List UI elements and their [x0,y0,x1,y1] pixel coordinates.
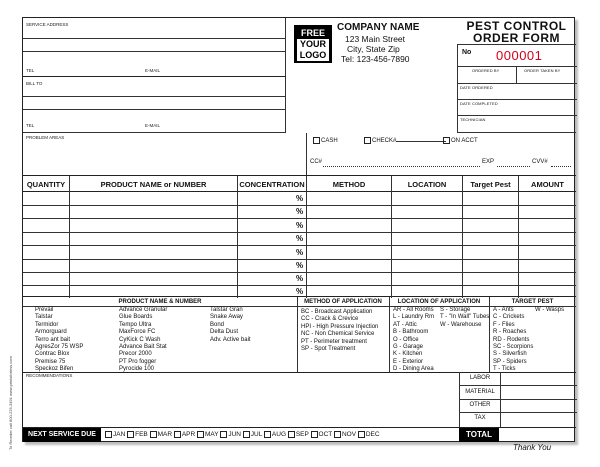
month-sep[interactable]: SEP [288,431,309,438]
legend-list-item: SC - Scorpions [493,344,534,351]
legend-list-item: L - Laundry Rm [393,314,435,321]
legend-list-item: Premise 75 [35,358,66,365]
legend-list-item: G - Garage [393,344,424,351]
company-address2: City, State Zip [347,44,400,54]
legend-list-item: S - Silverfish [493,351,527,358]
col-concentration-header: CONCENTRATION [239,180,305,189]
product-legend-header: PRODUCT NAME & NUMBER [118,299,202,305]
month-jul[interactable]: JUL [243,431,262,438]
legend-list-item: Advance Bait Stat [119,344,167,351]
check-checkbox[interactable] [364,137,371,144]
pests-col2 [535,307,564,314]
other-label: OTHER [469,402,491,408]
cc-label: CC# [310,159,323,165]
thank-you-text: Thank You [513,443,552,452]
legend-list-item: E - Exterior [393,358,424,365]
pest-control-order-form [22,17,575,442]
company-phone: Tel: 123-456-7890 [341,54,410,64]
next-service-label: NEXT SERVICE DUE [23,428,101,442]
month-feb[interactable]: FEB [127,431,148,438]
products-col1 [35,307,83,374]
tax-label: TAX [474,415,486,421]
line-items-table [23,175,576,297]
months-row [105,431,380,438]
legend-list-item: PT - Perimeter treatment [301,338,367,345]
legend-list-item: A - Ants [493,307,514,313]
total-amount-field[interactable] [500,428,576,442]
col-target-pest-header: Target Pest [470,180,511,189]
month-nov[interactable]: NOV [334,431,356,438]
on-acct-checkbox[interactable] [443,137,450,144]
legend-list-item: S - Storage [440,307,471,313]
form-title-line2: ORDER FORM [473,31,560,45]
next-service-bar [23,427,576,442]
company-name: COMPANY NAME [337,22,420,33]
col-quantity-header: QUANTITY [26,180,66,189]
legend-list-item: CyKick C Wash [119,336,161,343]
legend-list-item: PT Pro fogger [119,358,157,365]
total-label: TOTAL [459,428,499,442]
totals-amount-fields[interactable] [501,373,577,427]
pct-symbol-row6: % [296,261,304,270]
service-tel-label: TEL [26,68,35,73]
col-location-header: LOCATION [407,180,447,189]
pests-col1 [493,307,533,374]
pct-symbol-row8: % [296,287,304,296]
legend-list-item: Speckoz Bifen [35,366,74,373]
products-col2 [119,307,167,374]
legend-list-item: T - Ticks [493,366,516,373]
recommendations-label: RECOMMENDATIONS [26,373,73,378]
legend-list-item: RD - Rodents [493,336,530,343]
pct-symbol-row2: % [296,207,304,216]
legend-list-item: K - Kitchen [393,351,423,358]
legend-list-item: Prevail [35,307,54,313]
legend-list-item: AgresZor 75 WSP [35,344,84,351]
legend-list-item: BC - Broadcast Application [301,309,373,315]
order-info-block [457,66,576,133]
products-col3 [210,307,251,344]
legend-list-item: HPI - High Pressure Injection [301,323,379,330]
legend-list-item: Adv. Active bait [210,336,251,343]
pct-symbol-row1: % [296,194,304,203]
legend-list-item: C - Crickets [493,314,525,321]
legend-list-item: Armorguard [35,329,67,336]
locations-col1 [393,307,434,374]
legend-list-item: B - Bathroom [393,329,429,336]
legend-list-item: Tempo Ultra [119,321,152,328]
bill-email-label: E-MAIL [145,123,161,128]
legend-list-item: AR - All Rooms [393,307,434,313]
legend-list-item: Snake Away [210,314,243,321]
form-number-label: No [462,49,472,56]
company-address1: 123 Main Street [345,34,406,44]
logo-line-free: FREE [297,28,329,39]
labor-label: LABOR [469,375,491,381]
legend-list-item: R - Roaches [493,329,527,336]
bill-to-field[interactable] [23,78,286,123]
pct-symbol-row4: % [296,234,304,243]
month-apr[interactable]: APR [174,431,195,438]
bill-tel-label: TEL [26,123,35,128]
pest-legend-header: TARGET PEST [511,299,554,305]
locations-col2 [440,307,489,329]
methods-list [301,309,378,353]
month-dec[interactable]: DEC [358,431,380,438]
legend-list-item: W - Wasps [535,307,565,313]
method-legend-header: METHOD OF APPLICATION [304,299,382,305]
legend-list-item: O - Office [393,336,419,343]
legend-list-item: Precor 2000 [119,351,152,358]
logo-placeholder [294,25,332,63]
payment-on-acct-option[interactable]: ON ACCT [443,137,478,144]
col-product-header: PRODUCT NAME or NUMBER [100,180,207,189]
legend-list-item: Delta Dust [210,329,239,336]
totals-block [459,372,576,427]
problem-areas-field[interactable] [23,133,306,176]
exp-label: EXP [482,159,495,165]
recommendations-field[interactable] [23,378,459,427]
problem-areas-label: PROBLEM AREAS [26,135,65,140]
legend-block [23,297,576,372]
line-item-rows[interactable] [23,192,576,298]
legend-list-item: Glue Boards [119,314,153,321]
legend-list-item: Termidor [35,321,59,328]
month-aug[interactable]: AUG [264,431,286,438]
logo-line-your: YOUR [297,39,329,50]
bill-to-label: BILL TO [26,81,43,86]
legend-list-item: Talstar Gran [210,307,243,313]
month-may[interactable]: MAY [197,431,219,438]
legend-list-item: SP - Spiders [493,358,527,365]
legend-list-item: D - Dining Area [393,366,434,373]
pct-symbol-row3: % [296,221,304,230]
date-completed-label: DATE COMPLETED [460,101,498,106]
legend-list-item: W - Warehouse [440,321,482,328]
legend-list-item: AT - Attic [393,321,417,328]
customer-info-block [23,18,286,133]
month-oct[interactable]: OCT [311,431,333,438]
legend-list-item: Terro ant bait [35,336,71,343]
reorder-side-text: To Reorder call 800-225-3491 www.printsforless.com [8,356,13,450]
legend-list-item: CC - Crack & Crevice [301,316,359,323]
service-address-label: SERVICE ADDRESS [26,22,69,27]
date-ordered-label: DATE ORDERED [460,85,493,90]
cvv-label: CVV# [532,159,548,165]
legend-list-item: Talstar [35,314,53,321]
col-method-header: METHOD [332,180,366,189]
ordered-by-label: ORDERED BY [472,68,500,73]
col-amount-header: AMOUNT [531,180,564,189]
technician-label: TECHNICIAN [460,117,486,122]
legend-list-item: Bond [210,321,225,328]
legend-list-item: F - Flies [493,321,515,328]
legend-list-item: MaxForce FC [119,329,156,336]
location-legend-header: LOCATION OF APPLICATION [397,299,481,305]
pct-symbol-row5: % [296,248,304,257]
form-title-line1: PEST CONTROL [466,19,567,33]
cash-checkbox[interactable] [313,137,320,144]
legend-list-item: T - "In Wall" Tubes [440,314,490,321]
legend-list-item: Advance Granular [119,307,168,313]
logo-line-logo: LOGO [297,50,329,61]
service-email-label: E-MAIL [145,68,161,73]
payment-cash-option[interactable]: CASH [313,137,338,144]
order-taken-by-label: ORDER TAKEN BY [524,68,561,73]
month-mar[interactable]: MAR [150,431,172,438]
month-jun[interactable]: JUN [220,431,241,438]
payment-check-option[interactable]: CHECK# [364,137,446,144]
form-number-value: 000001 [496,48,543,63]
legend-list-item: NC - Non Chemical Service [301,331,375,338]
material-label: MATERIAL [465,389,495,395]
legend-list-item: Pyrocide 100 [119,366,155,373]
legend-list-item: Contrac Blox [35,351,70,358]
pct-symbol-row7: % [296,274,304,283]
form-number-box [457,44,576,66]
month-jan[interactable]: JAN [105,431,125,438]
legend-list-item: SP - Spot Treatment [301,346,356,353]
